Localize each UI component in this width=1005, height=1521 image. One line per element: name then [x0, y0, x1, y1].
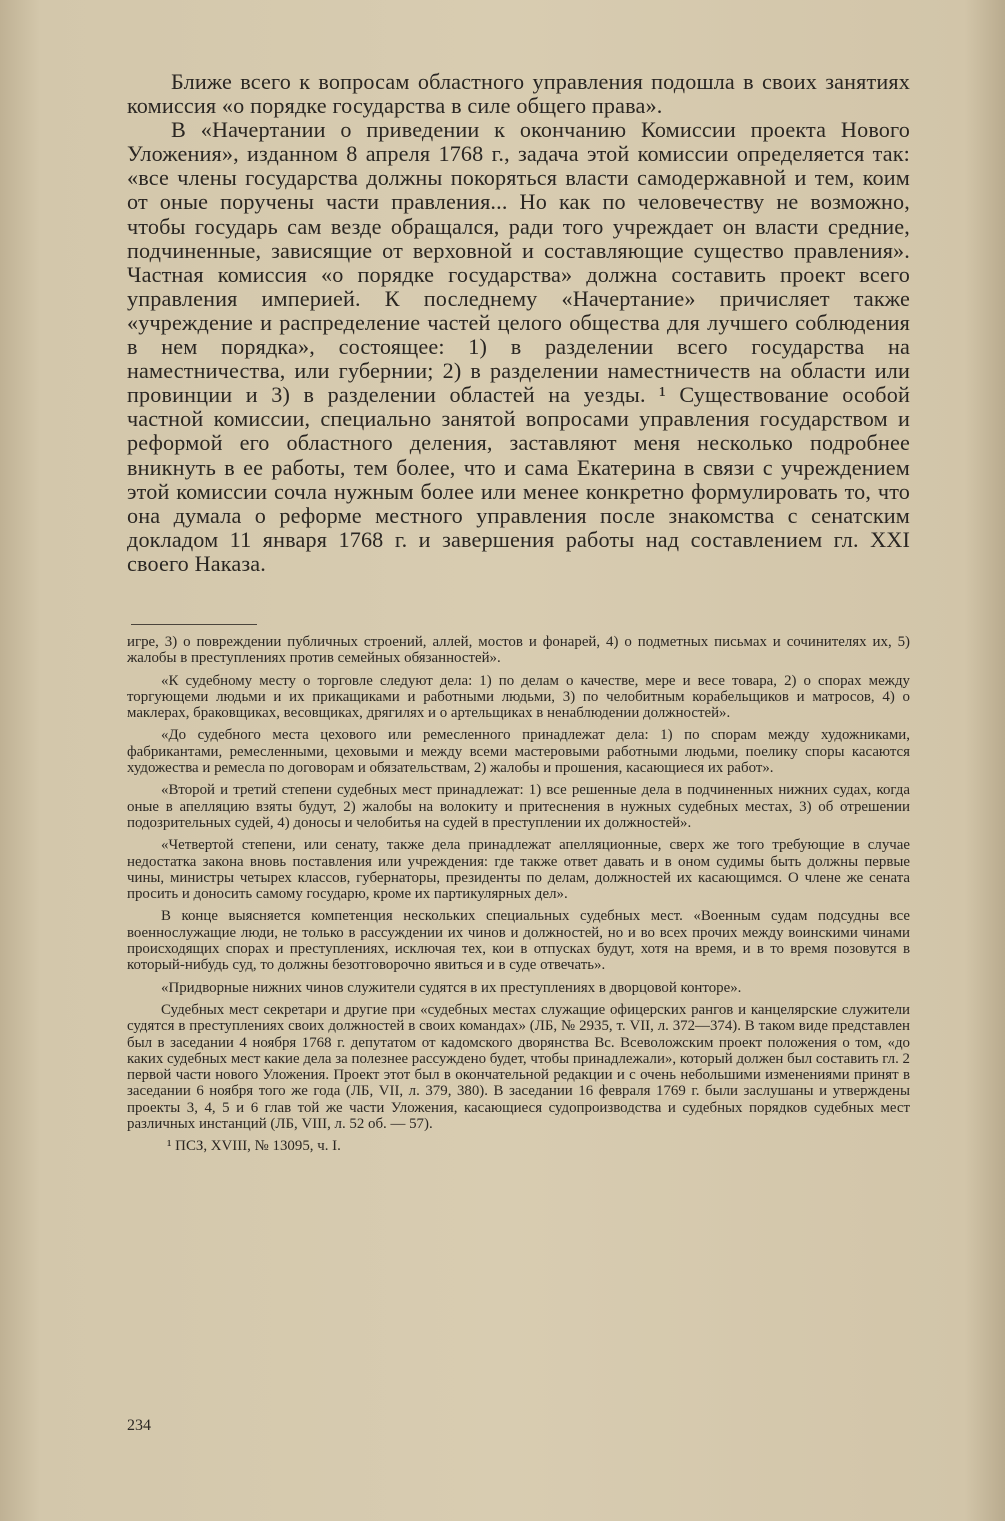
footnotes — [127, 634, 910, 1161]
footnote-paragraph: «Четвертой степени, или сенату, также дела принадлежат апелляционные, сверх же того требующие в случае недостатка закона вновь поставления или учреждения: где также ответ давать и в оном судимы быть должны первые чины, министры четырех классов, губернаторы, президенты по делам, должностей их касающимся. О члене же сената просить и доносить самому государю, кроме их партикулярных дел». — [127, 837, 910, 903]
main-paragraph: Ближе всего к вопросам областного управления подошла в своих занятиях комиссия «о порядке государства в силе общего права». — [127, 69, 910, 119]
footnote-paragraph: В конце выясняется компетенция нескольких специальных судебных мест. «Военным судам подсудны все военнослужащие люди, не только в рассуждении их чинов и должностей, но и во всех прочих между воинскими чинами происходящих спорах и преступлениях, исключая тех, кои в отпусках будут, хотя на время, и в то время позовутся в который-нибудь суд, то должны безотговорочно явиться и в суде отвечать». — [127, 908, 910, 974]
main-text — [127, 70, 910, 576]
footnote-paragraph: «До судебного места цехового или ремесленного принадлежат дела: 1) по спорам между художниками, фабрикантами, ремесленными, цеховыми и между всеми мастеровыми работными людьми, поелику споры касаются художества и ремесла по договорам и обязательствам, 2) жалобы и прошения, касающиеся их работ». — [127, 727, 910, 777]
footnote-divider — [131, 624, 257, 625]
footnote-paragraph: Судебных мест секретари и другие при «судебных местах служащие офицерских рангов и канцелярские служители судятся в преступлениях своих должностей в своих командах» (ЛБ, № 2935, т. VII, л. 372—374). В таком виде представлен был в заседании 4 ноября 1768 г. депутатом от кадомского дворянства Вс. Всеволожским проект положения о том, «до каких судебных мест какие дела за полезнее рассуждено будет, чтобы принадлежали», который должен был составить гл. 2 первой части нового Уложения. Проект этот был в окончательной редакции и с очень небольшими изменениями принят в заседании 6 ноября того же года (ЛБ, VII, л. 379, 380). В заседании 16 февраля 1769 г. были заслушаны и утверждены проекты 3, 4, 5 и 6 глав той же части Уложения, касающиеся судопроизводства и судебных порядков судебных мест различных инстанций (ЛБ, VIII, л. 52 об. — 57). — [127, 1001, 910, 1133]
reference-footnote: ¹ ПСЗ, XVIII, № 13095, ч. I. — [167, 1138, 341, 1155]
main-paragraph: В «Начертании о приведении к окончанию Комиссии проекта Нового Уложения», изданном 8 апреля 1768 г., задача этой комиссии определяется так: «все члены государства должны покоряться власти самодержавной и тем, коим от оные поручены части правления... Но как по человечеству не возможно, чтобы государь сам везде обращался, ради того учреждает он власти средние, подчиненные, зависящие от верховной и составляющие существо правления». Частная комиссия «о порядке государства» должна составить проект всего управления империей. К последнему «Начертание» причисляет также «учреждение и распределение частей целого общества для лучшего соблюдения в нем порядка», состоящее: 1) в разделении всего государства на наместничества, или губернии; 2) в разделении наместничеств на области или провинции и 3) в разделении областей на уезды. ¹ Существование особой частной комиссии, специально занятой вопросами управления государством и реформой его областного деления, заставляют меня несколько подробнее вникнуть в ее работы, тем более, что и сама Екатерина в связи с учреждением этой комиссии сочла нужным более или менее конкретно формулировать то, что она думала о реформе местного управления после знакомства с сенатским докладом 11 января 1768 г. и завершения работы над составлением гл. XXI своего Наказа. — [127, 117, 910, 576]
footnote-paragraph: «К судебному месту о торговле следуют дела: 1) по делам о качестве, мере и весе товара, 2) о спорах между торгующеми людьми и их прикащиками и работными людьми, 3) по челобитным корабельщиков и матросов, 4) о маклерах, браковщиках, весовщиках, дрягилях и о артельщиках в ненаблюдении должностей». — [127, 672, 910, 722]
footnote-paragraph: игре, 3) о повреждении публичных строений, аллей, мостов и фонарей, 4) о подметных письмах и сочинителях их, 5) жалобы в преступлениях против семейных обязанностей». — [127, 634, 910, 667]
page-number: 234 — [127, 1417, 151, 1434]
footnote-paragraph: «Придворные нижних чинов служители судятся в их преступлениях в дворцовой конторе». — [161, 979, 742, 996]
footnote-paragraph: «Второй и третий степени судебных мест принадлежат: 1) все решенные дела в подчиненных нижних судах, когда оные в апелляцию взяты будут, 2) жалобы на волокиту и притеснения в нужных судебных местах, 3) об отрешении подозрительных судей, 4) доносы и челобитья на судей в преступлении их должностей». — [127, 782, 910, 831]
